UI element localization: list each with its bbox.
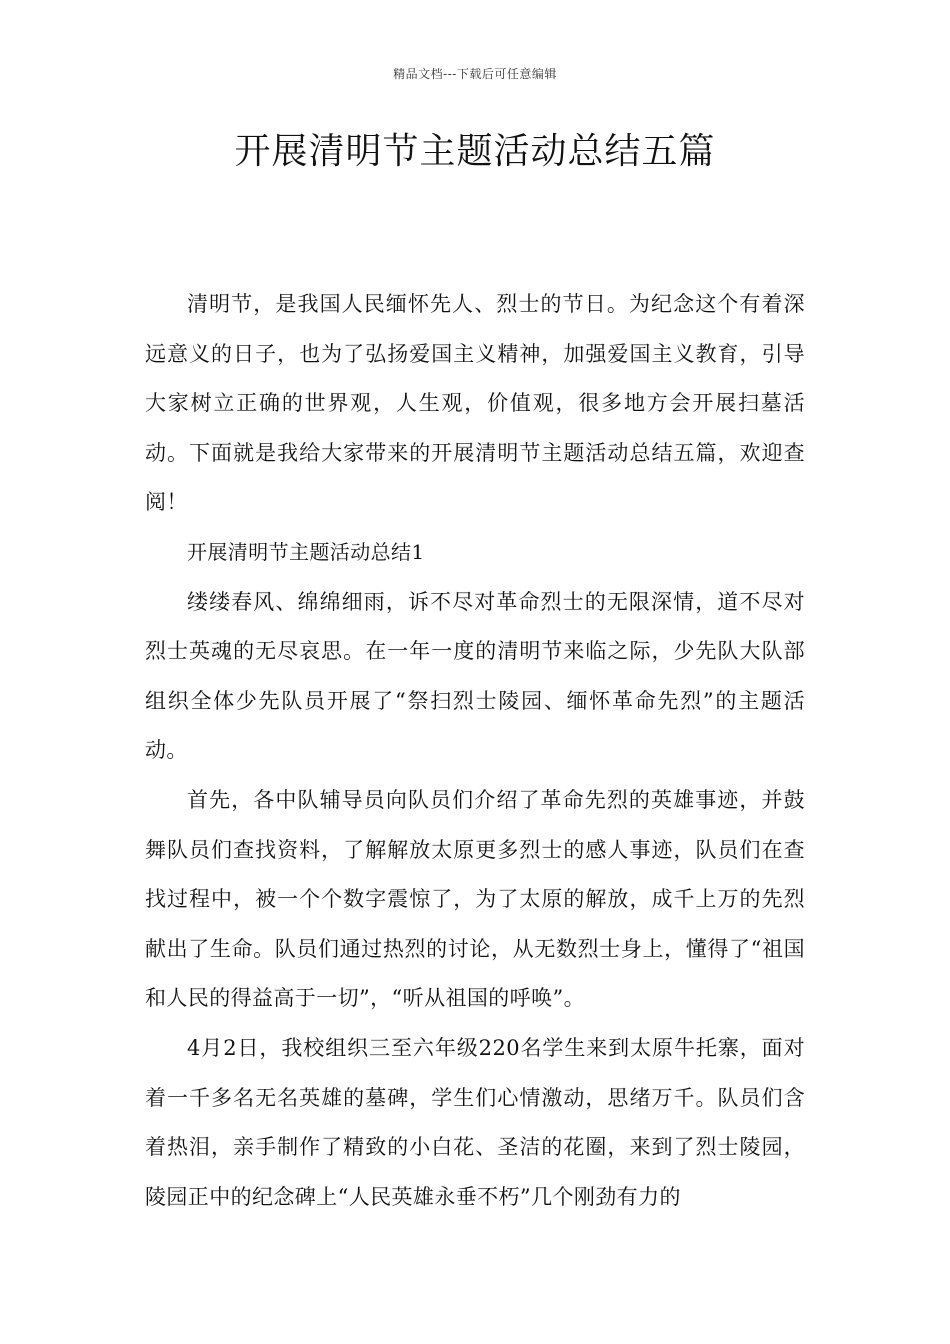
document-title: 开展清明节主题活动总结五篇	[234, 131, 716, 172]
intro-paragraph: 清明节，是我国人民缅怀先人、烈士的节日。为纪念这个有着深远意义的日子，也为了弘扬爱国主义精神，加强爱国主义教育，引导大家树立正确的世界观，人生观，价值观，很多地方会开展扫墓活动。下面就是我给大家带来的开展清明节主题活动总结五篇，欢迎查阅！	[145, 292, 805, 515]
body-paragraph: 缕缕春风、绵绵细雨，诉不尽对革命烈士的无限深情，道不尽对烈士英魂的无尽哀思。在一年一度的清明节来临之际，少先队大队部组织全体少先队员开展了“祭扫烈士陵园、缅怀革命先烈”的主题活动。	[145, 589, 805, 763]
section-heading: 开展清明节主题活动总结1	[187, 539, 425, 564]
header-note: 精品文档---下载后可任意编辑	[393, 67, 557, 81]
body-paragraph: 首先，各中队辅导员向队员们介绍了革命先烈的英雄事迹，并鼓舞队员们查找资料，了解解放太原更多烈士的感人事迹，队员们在查找过程中，被一个个数字震惊了，为了太原的解放，成千上万的先烈献出了生命。队员们通过热烈的讨论，从无数烈士身上，懂得了“祖国和人民的得益高于一切”，“听从祖国的呼唤”。	[145, 787, 805, 1011]
body-paragraph: 4月2日，我校组织三至六年级220名学生来到太原牛托寨，面对着一千多名无名英雄的墓碑，学生们心情激动，思绪万千。队员们含着热泪，亲手制作了精致的小白花、圣洁的花圈，来到了烈士陵园，陵园正中的纪念碑上“人民英雄永垂不朽”几个刚劲有力的	[145, 1035, 805, 1209]
document-body	[145, 280, 805, 1222]
